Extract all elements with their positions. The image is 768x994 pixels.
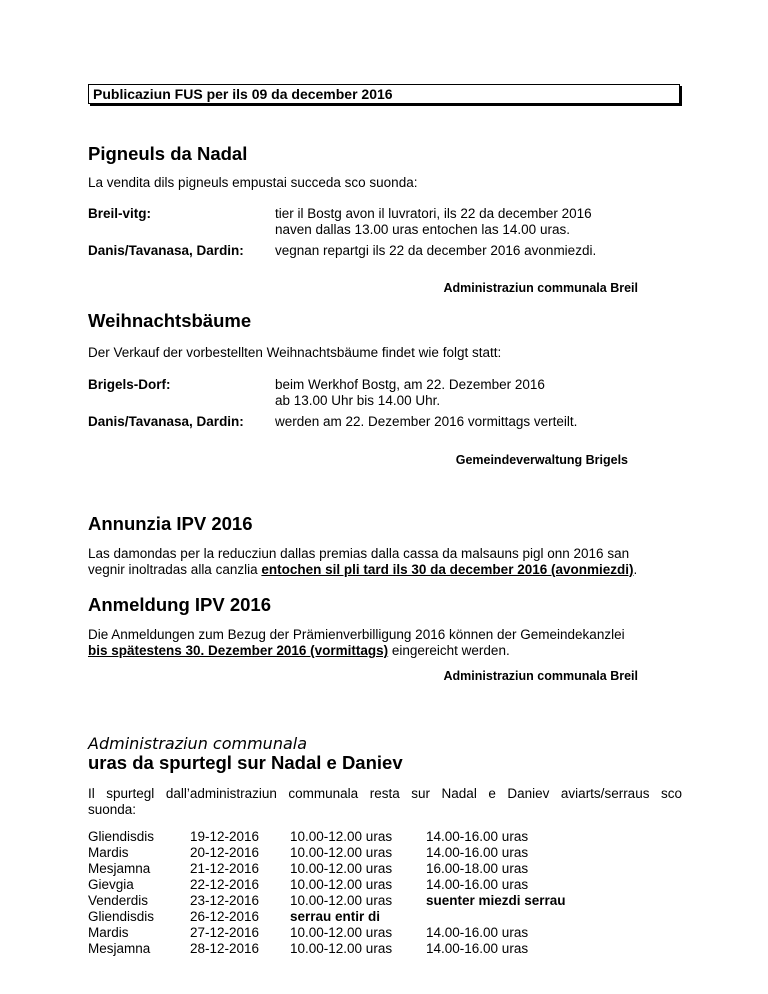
paragraph-line: vegnir inoltradas alla canzlia entochen sil pli tard ils 30 da december 2016 (avonmiezdi). [88,562,638,577]
schedule-am: 10.00-12.00 uras [290,941,393,956]
row-text: werden am 22. Dezember 2016 vormittags verteilt. [275,414,578,429]
schedule-day: Venderdis [88,893,149,908]
schedule-day: Mesjamna [88,941,151,956]
section-title-anmeldung: Anmeldung IPV 2016 [88,594,271,615]
row-text: tier il Bostg avon il luvratori, ils 22 da december 2016 [275,206,592,221]
row-text: vegnan repartgi ils 22 da december 2016 avonmiezdi. [275,243,597,258]
schedule-date: 19-12-2016 [190,829,260,844]
schedule-pm: suenter miezdi serrau [426,893,566,908]
schedule-pm: 14.00-16.00 uras [426,829,529,844]
row-text: ab 13.00 Uhr bis 14.00 Uhr. [275,393,441,408]
section-title-pigneuls: Pigneuls da Nadal [88,143,248,164]
schedule-pm: 14.00-16.00 uras [426,941,529,956]
section-title-weihnachtsbaeume: Weihnachtsbäume [88,310,252,331]
schedule-date: 23-12-2016 [190,893,260,908]
schedule-day: Mardis [88,845,129,860]
deadline-text: entochen sil pli tard ils 30 da december 2016 (avonmiezdi) [261,562,634,577]
row-text: beim Werkhof Bostg, am 22. Dezember 2016 [275,377,545,392]
section-title-spurtegl: uras da spurtegl sur Nadal e Daniev [88,752,403,773]
paragraph-line: suonda: [88,802,137,817]
schedule-date: 21-12-2016 [190,861,260,876]
schedule-am: serrau entir di [290,909,381,924]
schedule-day: Mesjamna [88,861,151,876]
schedule-pm: 14.00-16.00 uras [426,877,529,892]
signature: Gemeindeverwaltung Brigels [455,453,628,467]
paragraph-line: Las damondas per la reducziun dallas premias dalla cassa da malsauns pigl onn 2016 san [88,546,630,561]
schedule-am: 10.00-12.00 uras [290,861,393,876]
schedule-am: 10.00-12.00 uras [290,877,393,892]
schedule-am: 10.00-12.00 uras [290,845,393,860]
section-intro: Der Verkauf der vorbestellten Weihnachtsbäume findet wie folgt statt: [88,345,502,360]
schedule-date: 26-12-2016 [190,909,260,924]
schedule-am: 10.00-12.00 uras [290,893,393,908]
schedule-date: 27-12-2016 [190,925,260,940]
schedule-date: 20-12-2016 [190,845,260,860]
paragraph-line: Die Anmeldungen zum Bezug der Prämienverbilligung 2016 können der Gemeindekanzlei [88,627,625,642]
paragraph-line: Il spurtegl dall’administraziun communala resta sur Nadal e Daniev aviarts/serraus sco [88,786,682,801]
schedule-am: 10.00-12.00 uras [290,925,393,940]
signature: Administraziun communala Breil [443,669,638,683]
schedule-date: 28-12-2016 [190,941,260,956]
schedule-date: 22-12-2016 [190,877,260,892]
section-intro: La vendita dils pigneuls empustai succeda sco suonda: [88,175,418,190]
row-label: Brigels-Dorf: [88,377,171,392]
signature: Administraziun communala Breil [443,281,638,295]
schedule-day: Gliendisdis [88,829,155,844]
schedule-day: Gievgia [88,877,134,892]
row-text: naven dallas 13.00 uras entochen las 14.00 uras. [275,222,570,237]
schedule-pm: 14.00-16.00 uras [426,845,529,860]
schedule-day: Mardis [88,925,129,940]
row-label: Breil-vitg: [88,206,152,221]
paragraph-line: bis spätestens 30. Dezember 2016 (vormittags) eingereicht werden. [88,643,510,658]
schedule-pm: 14.00-16.00 uras [426,925,529,940]
deadline-text: bis spätestens 30. Dezember 2016 (vormittags) [88,643,389,658]
row-label: Danis/Tavanasa, Dardin: [88,414,244,429]
row-label: Danis/Tavanasa, Dardin: [88,243,244,258]
section-subtitle: Administraziun communala [88,734,308,753]
schedule-pm: 16.00-18.00 uras [426,861,529,876]
publication-header: Publicaziun FUS per ils 09 da december 2016 [88,84,680,104]
schedule-am: 10.00-12.00 uras [290,829,393,844]
schedule-day: Gliendisdis [88,909,155,924]
section-title-annunzia: Annunzia IPV 2016 [88,513,253,534]
